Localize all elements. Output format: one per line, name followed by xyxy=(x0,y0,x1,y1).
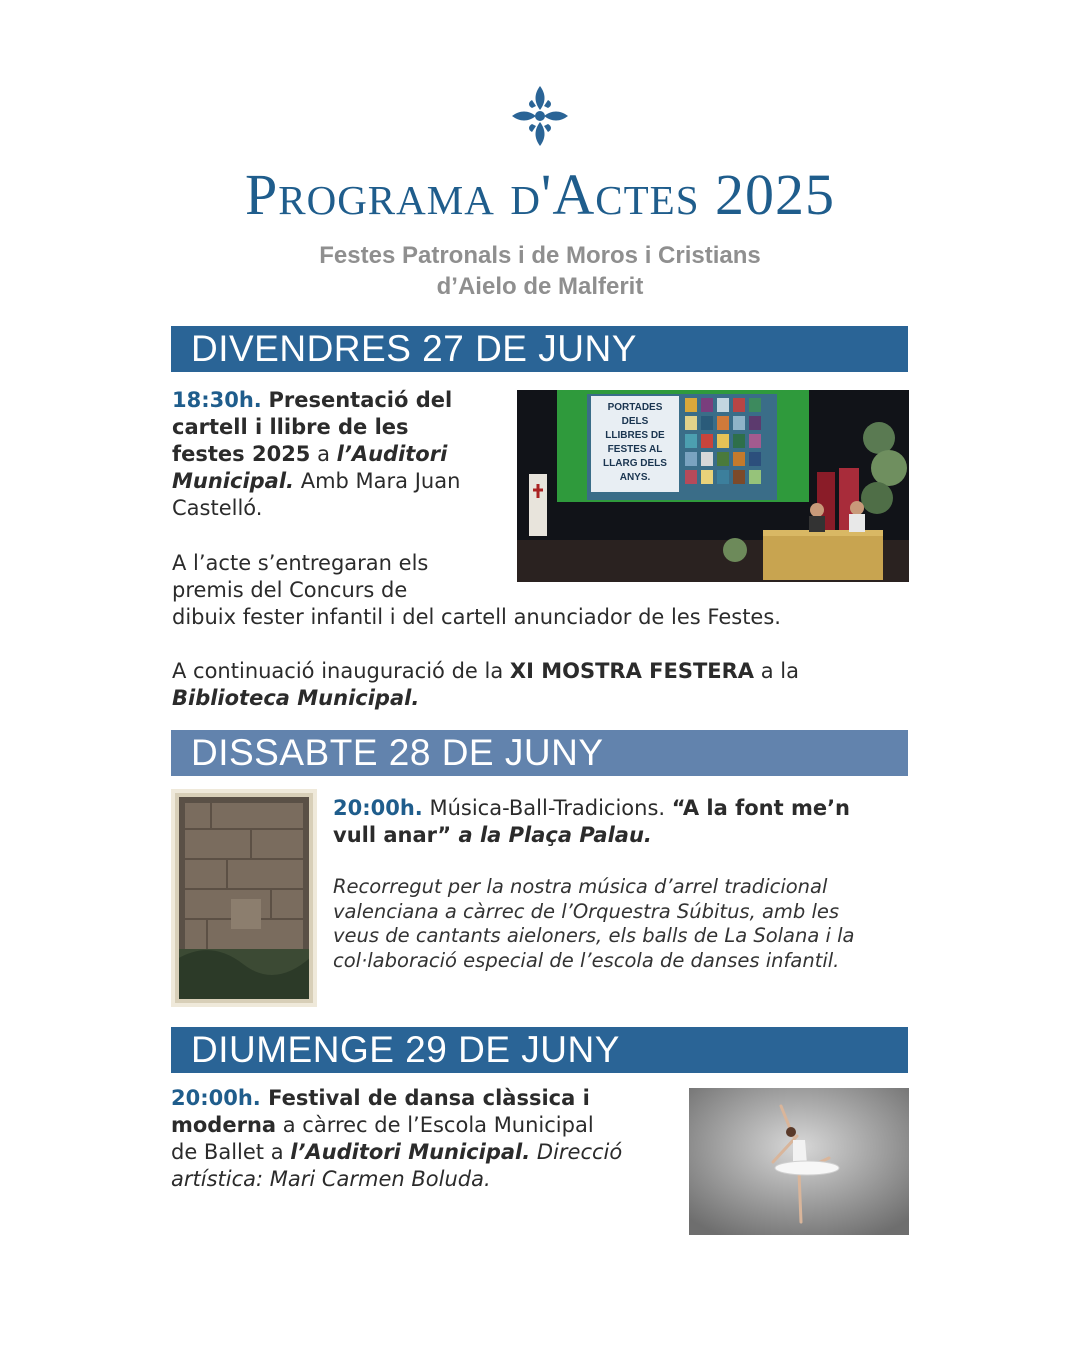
day-header-friday: DIVENDRES 27 DE JUNY xyxy=(171,326,908,372)
day-header-sunday: DIUMENGE 29 DE JUNY xyxy=(171,1027,908,1073)
friday-awards-line-2: premis del Concurs de xyxy=(172,578,408,602)
friday-event-text xyxy=(172,387,460,522)
day-header-saturday: DISSABTE 28 DE JUNY xyxy=(171,730,908,776)
screen-text-line: PORTADES xyxy=(607,402,663,413)
friday-time: 18:30h. xyxy=(172,388,262,412)
saturday-line-1b: “A la font me’n xyxy=(671,796,851,820)
screen-text-line: FESTES AL xyxy=(607,444,663,455)
saturday-line-2a: vull anar” xyxy=(333,823,452,847)
sunday-line-2a: moderna xyxy=(171,1113,277,1137)
friday-exhibit-line-1c: a la xyxy=(754,659,799,683)
screen-text-line: LLARG DELS xyxy=(603,458,667,469)
subtitle-line-2: d’Aielo de Malferit xyxy=(436,273,644,300)
stone-fountain-photo xyxy=(171,789,317,1007)
fleur-cross-icon xyxy=(510,84,570,148)
saturday-desc-line-1: Recorregut per la nostra música d’arrel tradicional xyxy=(333,875,828,898)
saturday-description xyxy=(333,875,855,973)
sunday-line-1: Festival de dansa clàssica i xyxy=(260,1086,590,1110)
sunday-line-4: artística: Mari Carmen Boluda. xyxy=(171,1167,491,1191)
page-title: Programa d'Actes 2025 xyxy=(244,162,836,227)
saturday-desc-line-3: veus de cantants aieloners, els balls de La Solana i la xyxy=(333,924,855,947)
saturday-line-2b: a la Plaça Palau. xyxy=(451,823,652,847)
subtitle xyxy=(0,240,1080,302)
friday-exhibit-line-1a: A continuació inauguració de la xyxy=(172,659,510,683)
screen-text-line: DELS xyxy=(621,416,649,427)
screen-text-line: LLIBRES DE xyxy=(605,430,665,441)
sunday-line-3a: de Ballet a xyxy=(171,1140,291,1164)
friday-line-5: Castelló. xyxy=(172,496,263,520)
sunday-line-3b: l’Auditori Municipal. xyxy=(290,1140,531,1164)
subtitle-line-1: Festes Patronals i de Moros i Cristians xyxy=(319,242,761,269)
friday-line-1: Presentació del xyxy=(268,388,453,412)
friday-exhibit-line-1b: XI MOSTRA FESTERA xyxy=(509,659,755,683)
sunday-event-text xyxy=(171,1085,622,1193)
sunday-time: 20:00h. xyxy=(171,1086,261,1110)
friday-line-3b: a xyxy=(310,442,337,466)
saturday-time: 20:00h. xyxy=(333,796,423,820)
sunday-line-2b: a càrrec de l’Escola Municipal xyxy=(276,1113,594,1137)
ballerina-photo xyxy=(689,1088,909,1235)
saturday-line-1a: Música-Ball-Tradicions. xyxy=(422,796,672,820)
friday-exhibit-line-2: Biblioteca Municipal. xyxy=(172,686,420,710)
saturday-desc-line-2: valenciana a càrrec de l’Orquestra Súbitus, amb les xyxy=(333,899,840,923)
auditorium-presentation-photo xyxy=(517,390,909,582)
friday-awards-line-1: A l’acte s’entregaran els xyxy=(172,551,429,575)
friday-line-4a: Municipal. xyxy=(172,469,295,493)
saturday-event-text xyxy=(333,795,850,849)
friday-awards-line-3: dibuix fester infantil i del cartell anunciador de les Festes. xyxy=(172,605,781,629)
saturday-desc-line-4: col·laboració especial de l’escola de danses infantil. xyxy=(333,948,840,972)
friday-exhibition-text xyxy=(172,658,799,712)
friday-line-4b: Amb Mara Juan xyxy=(294,469,461,493)
friday-line-3a: festes 2025 xyxy=(172,442,311,466)
friday-line-3c: l’Auditori xyxy=(336,442,448,466)
screen-text-line: ANYS. xyxy=(619,472,651,483)
sunday-line-3c: Direcció xyxy=(530,1140,623,1164)
friday-line-2: cartell i llibre de les xyxy=(172,415,409,439)
